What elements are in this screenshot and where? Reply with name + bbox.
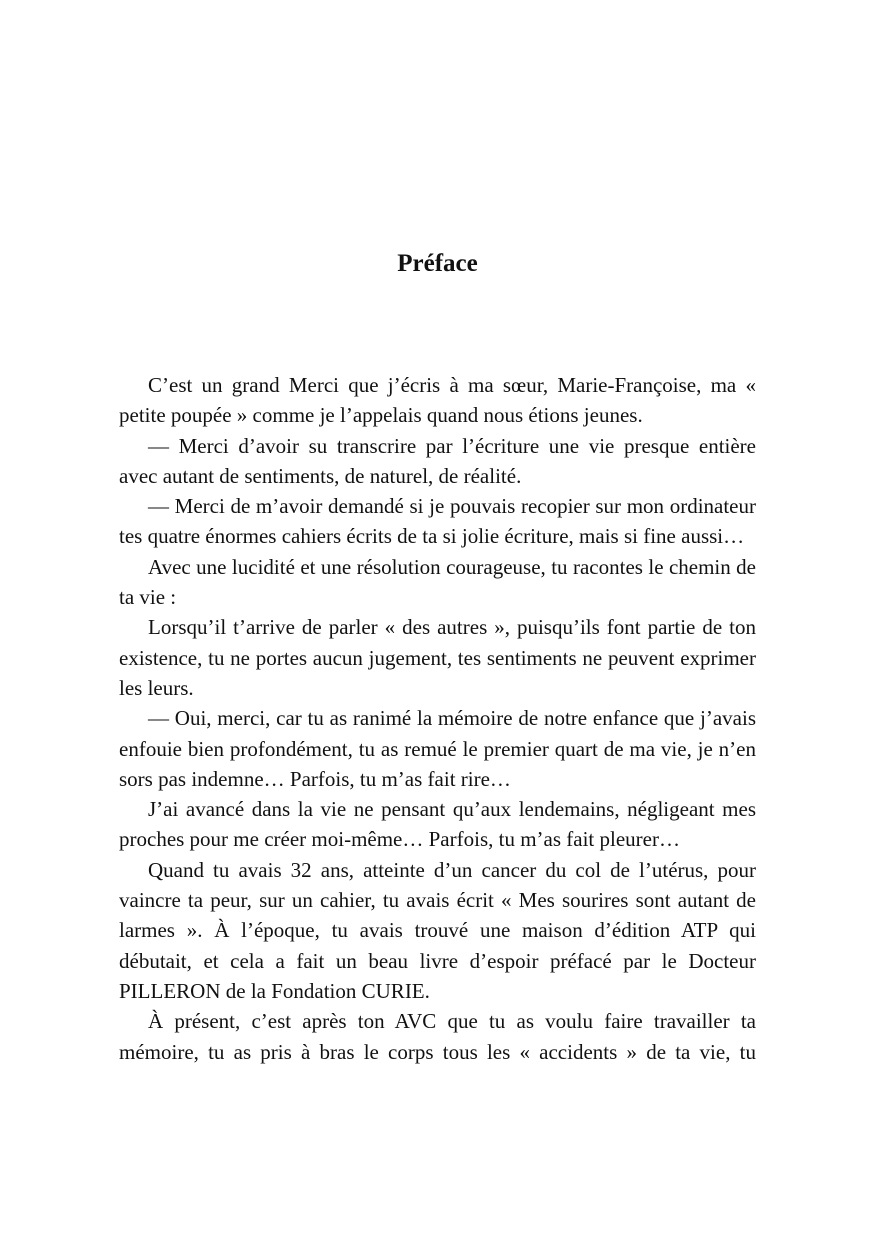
paragraph: — Merci de m’avoir demandé si je pouvais recopier sur mon ordinateur tes quatre énormes cahiers écrits de ta si jolie écriture, mais si fine aussi… [119,494,756,549]
paragraph: Avec une lucidité et une résolution courageuse, tu racontes le chemin de ta vie : [119,554,756,610]
paragraph: À présent, c’est après ton AVC que tu as voulu faire travailler ta mémoire, tu as pris à bras le corps tous les « accidents » de ta vie, tu [119,1009,756,1064]
page-title: Préface [397,250,478,277]
paragraph: Quand tu avais 32 ans, atteinte d’un cancer du col de l’utérus, pour vaincre ta peur, sur un cahier, tu avais écrit « Mes sourires sont autant de larmes ». À l’époque, tu avais trouvé une maison d’édition ATP qui débutait, et cela a fait un beau livre d’espoir préfacé par le Docteur PILLERON de la Fondation CURIE. [119,857,756,1003]
paragraph: C’est un grand Merci que j’écris à ma sœur, Marie-Françoise, ma « petite poupée » comme je l’appelais quand nous étions jeunes. [119,373,756,428]
paragraph: Lorsqu’il t’arrive de parler « des autres », puisqu’ils font partie de ton existence, tu ne portes aucun jugement, tes sentiments ne peuvent exprimer les leurs. [119,615,756,700]
paragraph: — Merci d’avoir su transcrire par l’écriture une vie presque entière avec autant de sentiments, de naturel, de réalité. [119,433,756,488]
body-text [119,370,756,1067]
paragraph: J’ai avancé dans la vie ne pensant qu’aux lendemains, négligeant mes proches pour me créer moi-même… Parfois, tu m’as fait pleurer… [119,797,756,852]
paragraph: — Oui, merci, car tu as ranimé la mémoire de notre enfance que j’avais enfouie bien profondément, tu as remué le premier quart de ma vie, je n’en sors pas indemne… Parfois, tu m’as fait rire… [119,706,756,791]
